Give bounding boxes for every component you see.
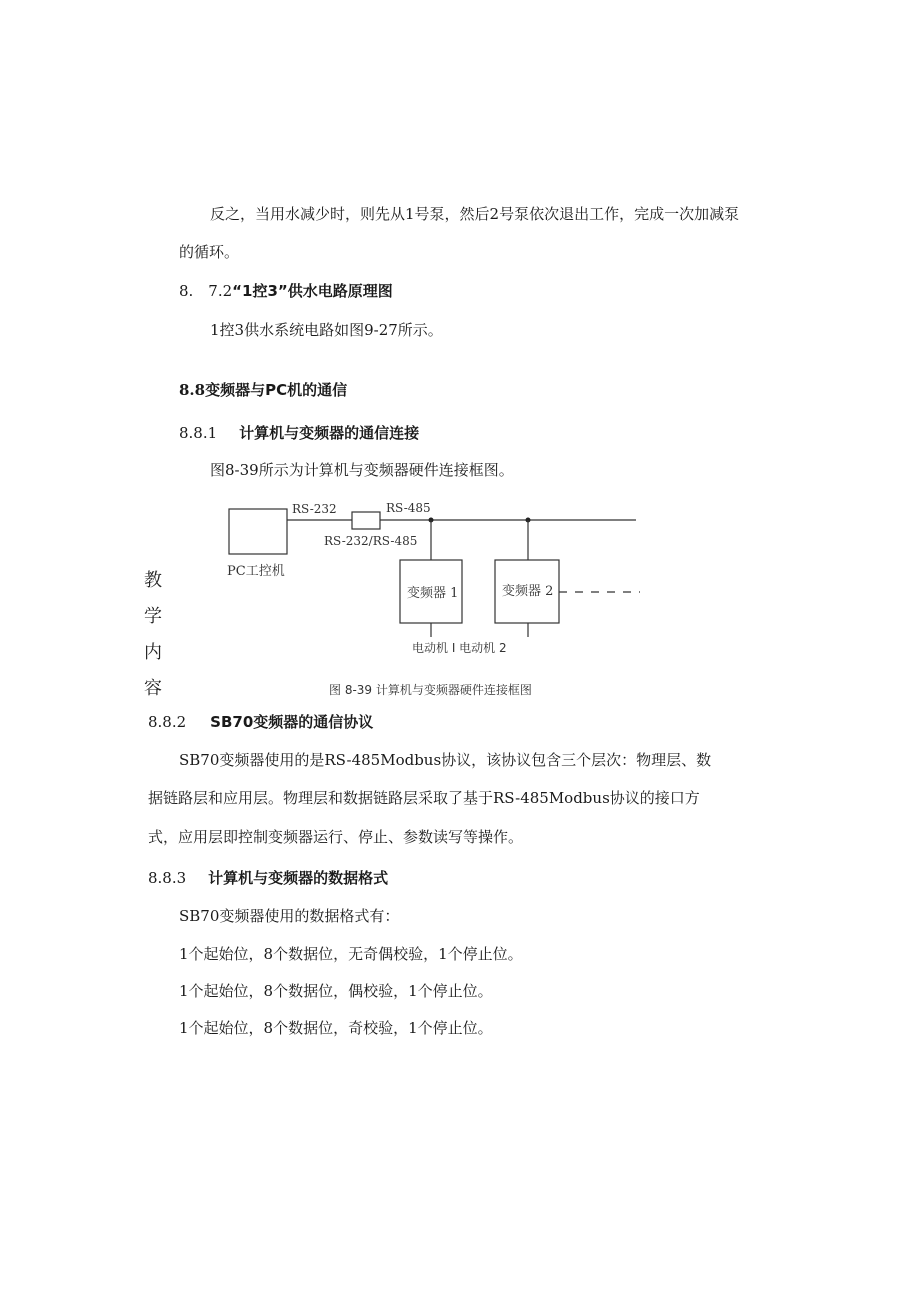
section-title: SB70变频器的通信协议 [210,713,374,731]
section-heading-8-8-3 [148,868,388,888]
inverter-2-label: 变频器 2 [502,584,554,599]
section-number: 8.8.3 [148,869,187,887]
section-title: 变频器与PC机的通信 [205,381,348,399]
hardware-connection-diagram [220,495,650,665]
section-number: 8. 7.2 [179,282,233,300]
side-label-char: 教 [144,570,162,591]
format-line: 1个起始位，8个数据位，无奇偶校验，1个停止位。 [179,945,523,963]
paragraph-line: SB70变频器使用的是RS-485Modbus协议，该协议包含三个层次：物理层、数 [179,751,712,769]
paragraph-line: 的循环。 [179,243,240,261]
rs485-label: RS-485 [386,501,431,515]
converter-label: RS-232/RS-485 [324,534,418,548]
format-line: 1个起始位，8个数据位，奇校验，1个停止位。 [179,1019,493,1037]
section-number: 8.8 [179,381,206,399]
paragraph-line: SB70变频器使用的数据格式有： [179,907,400,925]
section-heading-8-8 [179,380,347,400]
motors-label: 电动机 I 电动机 2 [412,641,507,655]
pc-box [229,509,287,554]
section-heading-8-7-2 [179,281,393,301]
section-heading-8-8-1 [179,423,419,443]
side-label [141,563,165,707]
rs232-label: RS-232 [292,502,337,516]
section-title: “1控3”供水电路原理图 [232,282,393,300]
converter-box [352,512,380,529]
section-number: 8.8.2 [148,713,187,731]
pc-label: PC工控机 [227,564,285,579]
paragraph-line: 反之，当用水减少时，则先从1号泵，然后2号泵依次退出工作，完成一次加减泵 [210,205,740,223]
paragraph-line: 式，应用层即控制变频器运行、停止、参数读写等操作。 [148,828,524,846]
side-label-char: 学 [144,606,162,627]
paragraph-line: 1控3供水系统电路如图9-27所示。 [210,321,443,339]
section-heading-8-8-2 [148,712,373,732]
paragraph-line: 据链路层和应用层。物理层和数据链路层采取了基于RS-485Modbus协议的接口方 [148,789,700,807]
figure-caption: 图 8-39 计算机与变频器硬件连接框图 [329,683,532,697]
side-label-char: 内 [144,642,162,663]
section-title: 计算机与变频器的数据格式 [208,869,389,887]
format-line: 1个起始位，8个数据位，偶校验，1个停止位。 [179,982,493,1000]
side-label-char: 容 [144,678,162,699]
paragraph-line: 图8-39所示为计算机与变频器硬件连接框图。 [210,461,514,479]
section-title: 计算机与变频器的通信连接 [239,424,420,442]
inverter-1-label: 变频器 1 [407,586,459,601]
section-number: 8.8.1 [179,424,218,442]
